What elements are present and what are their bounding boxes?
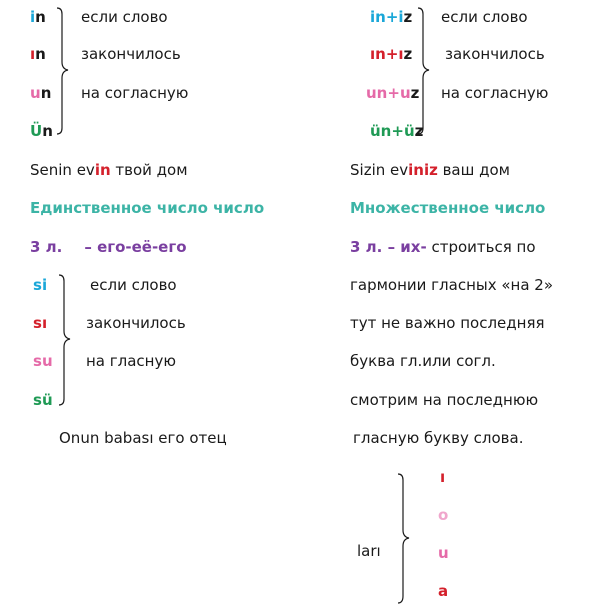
left-top-brace: [55, 6, 73, 136]
suffix-si-dotless: sı: [33, 314, 48, 332]
suffix-unuz: un+uz: [366, 84, 420, 102]
left-bottom-note-2: закончилось: [86, 314, 186, 332]
right-bottom-line-5: гласную букву слова.: [353, 429, 524, 447]
right-top-note-2: закончилось: [445, 45, 545, 63]
right-example: Sizin eviniz ваш дом: [350, 161, 510, 179]
heading-plural: Множественное число: [350, 199, 546, 217]
left-bottom-note-3: на гласную: [86, 352, 176, 370]
suffix-si: si: [33, 276, 48, 294]
right-bottom-brace: [396, 472, 414, 606]
heading-singular: Единственное число число: [30, 199, 265, 217]
right-person-label: 3 л. – их- строиться по: [350, 238, 536, 256]
left-top-note-2: закончилось: [81, 45, 181, 63]
right-top-note-1: если слово: [441, 8, 528, 26]
left-bottom-note-1: если слово: [90, 276, 177, 294]
suffix-iniz: in+iz: [370, 8, 413, 26]
suffix-un: un: [30, 84, 52, 102]
left-bottom-example: Onun babası его отец: [59, 429, 227, 447]
lari-suffix: ları: [357, 542, 381, 560]
vowel-o: o: [438, 506, 449, 524]
suffix-in: in: [30, 8, 46, 26]
vowel-i-dotless: ı: [440, 468, 446, 486]
right-bottom-line-4: смотрим на последнюю: [350, 391, 539, 409]
vowel-u: u: [438, 544, 449, 562]
vowel-a: a: [438, 582, 449, 600]
right-bottom-line-3: буква гл.или согл.: [350, 352, 496, 370]
right-bottom-line-1: гармонии гласных «на 2»: [350, 276, 554, 294]
left-top-note-3: на согласную: [81, 84, 189, 102]
suffix-su: su: [33, 352, 53, 370]
left-person-label: 3 л. – его-её-его: [30, 238, 187, 256]
left-example: Senin evin твой дом: [30, 161, 188, 179]
suffix-iniz-dotless: ın+ız: [370, 45, 413, 63]
left-top-note-1: если слово: [81, 8, 168, 26]
suffix-su-umlaut: sü: [33, 391, 53, 409]
suffix-unuz-umlaut: ün+üz: [370, 122, 424, 140]
right-bottom-line-2: тут не важно последняя: [350, 314, 545, 332]
right-top-brace: [416, 6, 434, 136]
suffix-un-umlaut: Ün: [30, 122, 53, 140]
right-top-note-3: на согласную: [441, 84, 549, 102]
left-bottom-brace: [57, 273, 75, 407]
suffix-in-dotless: ın: [30, 45, 46, 63]
